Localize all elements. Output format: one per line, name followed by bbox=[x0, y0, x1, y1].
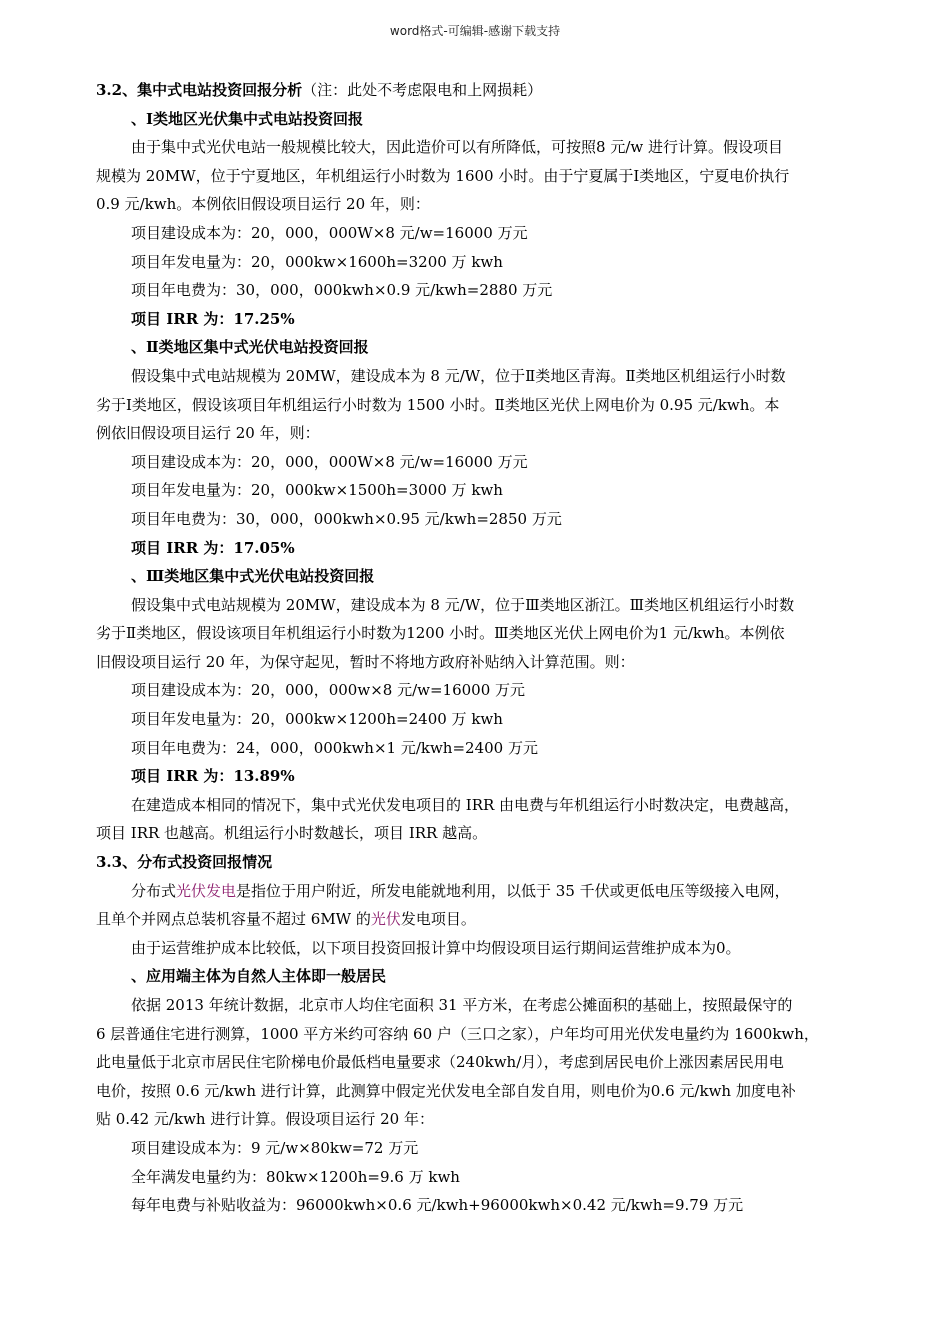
text-run: 此电量低于北京市居民住宅阶梯电价最低档电量要求（240kwh/月），考虑到居民电价上涨因素居民用电 bbox=[96, 1053, 784, 1072]
heading-text: 3.2、集中式电站投资回报分析 bbox=[96, 81, 303, 99]
paragraph-line bbox=[96, 1134, 866, 1163]
text-run: 旧假设项目运行 20 年，为保守起见，暂时不将地方政府补贴纳入计算范围。则： bbox=[96, 652, 635, 671]
text-run: 项目建设成本为：20，000，000W×8 元/w=16000 万元 bbox=[131, 452, 528, 471]
heading-text: 项目 IRR 为：17.05% bbox=[131, 538, 295, 557]
paragraph-line bbox=[96, 219, 866, 248]
heading-text: 、Ⅲ类地区集中式光伏电站投资回报 bbox=[131, 567, 375, 586]
text-run: 劣于Ⅱ类地区，假设该项目年机组运行小时数为1200 小时。Ⅲ类地区光伏上网电价为1 元/kwh。本例依 bbox=[96, 624, 785, 643]
text-run: 项目年发电量为：20，000kw×1200h=2400 万 kwh bbox=[131, 710, 503, 729]
heading-text: 、Ⅱ类地区集中式光伏电站投资回报 bbox=[131, 338, 369, 357]
text-run: 由于运营维护成本比较低，以下项目投资回报计算中均假设项目运行期间运营维护成本为0。 bbox=[131, 938, 741, 957]
paragraph-line bbox=[96, 905, 866, 934]
page-header: word格式-可编辑-感谢下载支持 bbox=[389, 24, 561, 38]
subsection-heading bbox=[96, 962, 866, 991]
text-run: 项目 IRR 也越高。机组运行小时数越长，项目 IRR 越高。 bbox=[96, 824, 488, 843]
text-run: 6 层普通住宅进行测算，1000 平方米约可容纳 60 户（三口之家），户年均可用光伏发电量约为 1600kwh， bbox=[96, 1024, 819, 1043]
text-run: 规模为 20MW，位于宁夏地区，年机组运行小时数为 1600 小时。由于宁夏属于Ⅰ类地区，宁夏电价执行 bbox=[96, 166, 790, 185]
text-run: 是指位于用户附近，所发电能就地利用，以低于 35 千伏或更低电压等级接入电网， bbox=[236, 881, 790, 900]
text-run: 发电项目。 bbox=[400, 910, 476, 929]
paragraph-line bbox=[96, 133, 866, 162]
paragraph-line bbox=[96, 1048, 866, 1077]
subsection-heading bbox=[96, 333, 866, 362]
paragraph-line bbox=[96, 705, 866, 734]
paragraph-line bbox=[96, 362, 866, 391]
text-run: 项目年电费为：30，000，000kwh×0.95 元/kwh=2850 万元 bbox=[131, 509, 562, 528]
hyperlink[interactable]: 光伏发电 bbox=[176, 881, 237, 900]
text-run: 例依旧假设项目运行 20 年，则： bbox=[96, 424, 320, 443]
paragraph-line bbox=[96, 419, 866, 448]
text-run: 0.9 元/kwh。本例依旧假设项目运行 20 年，则： bbox=[96, 195, 430, 214]
paragraph-line bbox=[96, 391, 866, 420]
text-run: 假设集中式电站规模为 20MW，建设成本为 8 元/W，位于Ⅲ类地区浙江。Ⅲ类地区机组运行小时数 bbox=[131, 595, 795, 614]
paragraph-line bbox=[96, 1020, 866, 1049]
text-run: 电价，按照 0.6 元/kwh 进行计算，此测算中假定光伏发电全部自发自用，则电价为0.6 元/kwh 加度电补 bbox=[96, 1081, 796, 1100]
paragraph-line bbox=[96, 991, 866, 1020]
text-run: 项目建设成本为：9 元/w×80kw=72 万元 bbox=[131, 1138, 419, 1157]
heading-text: 项目 IRR 为：13.89% bbox=[131, 767, 295, 786]
hyperlink[interactable]: 光伏 bbox=[370, 910, 401, 929]
text-run: 贴 0.42 元/kwh 进行计算。假设项目运行 20 年： bbox=[96, 1110, 434, 1129]
text-run: 假设集中式电站规模为 20MW，建设成本为 8 元/W，位于Ⅱ类地区青海。Ⅱ类地区机组运行小时数 bbox=[131, 366, 786, 385]
paragraph-line bbox=[96, 505, 866, 534]
paragraph-line bbox=[96, 190, 866, 219]
paragraph-line bbox=[96, 1163, 866, 1192]
subsection-heading bbox=[96, 305, 866, 334]
text-run: 且单个并网点总装机容量不超过 6MW 的 bbox=[96, 910, 371, 929]
paragraph-line bbox=[96, 934, 866, 963]
paragraph-line bbox=[96, 1077, 866, 1106]
paragraph-line bbox=[96, 1105, 866, 1134]
document-body bbox=[96, 76, 866, 1220]
paragraph-line bbox=[96, 734, 866, 763]
text-run: 项目建设成本为：20，000，000W×8 元/w=16000 万元 bbox=[131, 223, 528, 242]
subsection-heading bbox=[96, 105, 866, 134]
text-run: 全年满发电量约为：80kw×1200h=9.6 万 kwh bbox=[131, 1167, 460, 1186]
paragraph-line bbox=[96, 591, 866, 620]
heading-note: （注：此处不考虑限电和上网损耗） bbox=[302, 81, 543, 99]
heading-text: 3.3、分布式投资回报情况 bbox=[96, 853, 273, 872]
heading-text: 项目 IRR 为：17.25% bbox=[131, 309, 295, 328]
text-run: 由于集中式光伏电站一般规模比较大，因此造价可以有所降低，可按照8 元/w 进行计算。假设项目 bbox=[131, 138, 783, 157]
paragraph-line bbox=[96, 791, 866, 820]
text-run: 劣于Ⅰ类地区，假设该项目年机组运行小时数为 1500 小时。Ⅱ类地区光伏上网电价为 0.95 元/kwh。本 bbox=[96, 395, 780, 414]
paragraph-line bbox=[96, 619, 866, 648]
paragraph-line bbox=[96, 648, 866, 677]
text-run: 依据 2013 年统计数据，北京市人均住宅面积 31 平方米，在考虑公摊面积的基础上，按照最保守的 bbox=[131, 996, 793, 1014]
text-run: 项目建设成本为：20，000，000w×8 元/w=16000 万元 bbox=[131, 681, 526, 700]
section-heading bbox=[96, 76, 866, 105]
paragraph-line bbox=[96, 248, 866, 277]
text-run: 项目年发电量为：20，000kw×1500h=3000 万 kwh bbox=[131, 481, 503, 500]
text-run: 项目年电费为：30，000，000kwh×0.9 元/kwh=2880 万元 bbox=[131, 281, 553, 300]
text-run: 在建造成本相同的情况下，集中式光伏发电项目的 IRR 由电费与年机组运行小时数决定，电费越高， bbox=[131, 795, 800, 814]
text-run: 项目年电费为：24，000，000kwh×1 元/kwh=2400 万元 bbox=[131, 738, 538, 757]
section-heading bbox=[96, 848, 866, 877]
paragraph-line bbox=[96, 819, 866, 848]
text-run: 分布式 bbox=[131, 881, 177, 900]
subsection-heading bbox=[96, 562, 866, 591]
paragraph-line bbox=[96, 276, 866, 305]
paragraph-line bbox=[96, 476, 866, 505]
heading-text: 、应用端主体为自然人主体即一般居民 bbox=[131, 967, 387, 986]
paragraph-line bbox=[96, 1191, 866, 1220]
subsection-heading bbox=[96, 534, 866, 563]
subsection-heading bbox=[96, 762, 866, 791]
paragraph-line bbox=[96, 448, 866, 477]
paragraph-line bbox=[96, 676, 866, 705]
text-run: 项目年发电量为：20，000kw×1600h=3200 万 kwh bbox=[131, 252, 503, 271]
paragraph-line bbox=[96, 162, 866, 191]
text-run: 每年电费与补贴收益为：96000kwh×0.6 元/kwh+96000kwh×0.42 元/kwh=9.79 万元 bbox=[131, 1196, 744, 1215]
paragraph-line bbox=[96, 877, 866, 906]
heading-text: 、Ⅰ类地区光伏集中式电站投资回报 bbox=[131, 109, 364, 128]
